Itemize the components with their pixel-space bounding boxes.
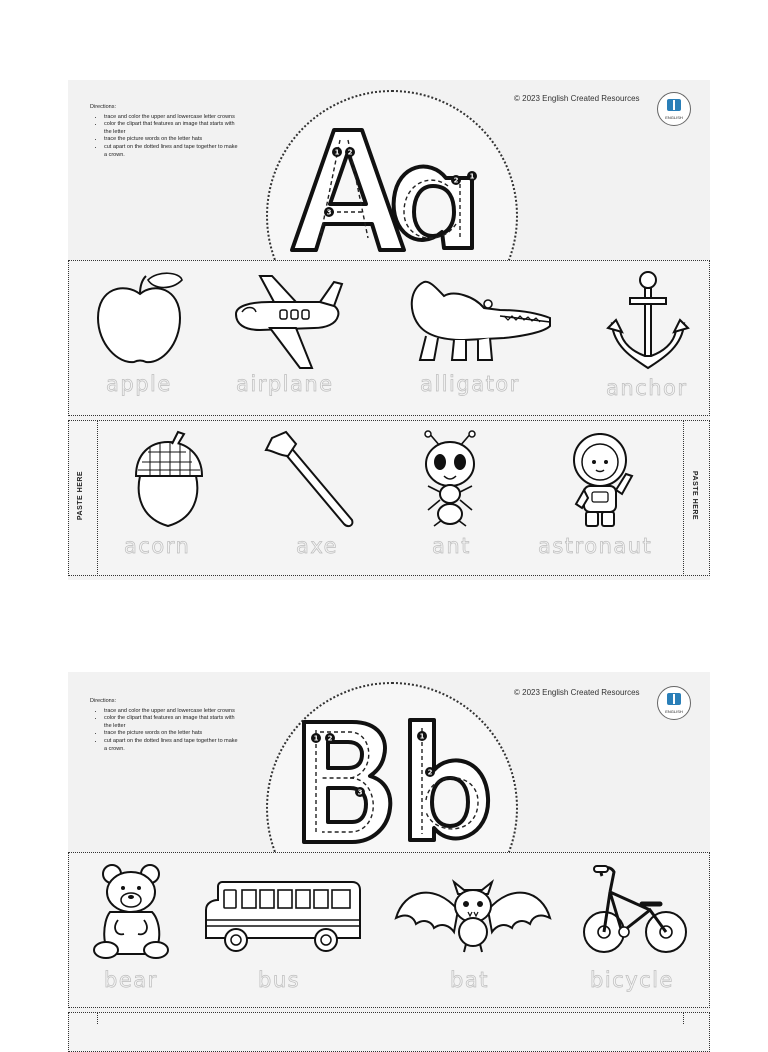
logo-text: ENGLISH <box>665 709 683 714</box>
direction-item: • cut apart on the dotted lines and tape together to make a crown. <box>104 738 240 753</box>
bear-icon <box>90 862 172 960</box>
ant-icon <box>418 430 482 528</box>
trace-word: astronaut <box>538 534 653 558</box>
anchor-icon <box>606 268 690 372</box>
stroke-number: 3 <box>357 788 363 797</box>
paste-here-label: PASTE HERE <box>77 470 85 521</box>
apple-icon <box>94 272 186 368</box>
direction-item: • cut apart on the dotted lines and tape together to make a crown. <box>104 144 240 159</box>
trace-word: alligator <box>420 372 520 396</box>
airplane-icon <box>230 272 342 368</box>
direction-item: • trace the picture words on the letter hats <box>104 730 240 738</box>
bicycle-icon <box>580 862 690 956</box>
directions-b <box>90 698 240 753</box>
stroke-number: 2 <box>453 176 459 185</box>
trace-word: bus <box>258 968 301 992</box>
bus-icon <box>202 876 362 956</box>
direction-item: • trace and color the upper and lowercase letter crowns <box>104 708 240 716</box>
stroke-number: 3 <box>326 208 332 217</box>
trace-word: bat <box>450 968 489 992</box>
paste-divider <box>683 420 684 576</box>
copyright-text: © 2023 English Created Resources <box>514 94 640 103</box>
acorn-icon <box>126 432 210 528</box>
trace-word: apple <box>106 372 172 396</box>
direction-item: • color the clipart that features an image that starts with the letter <box>104 715 240 730</box>
stroke-number: 1 <box>313 734 319 743</box>
book-icon <box>667 693 681 705</box>
stroke-number: 2 <box>427 768 433 777</box>
trace-word: ant <box>432 534 471 558</box>
paste-here-label: PASTE HERE <box>691 470 699 521</box>
trace-word: axe <box>296 534 339 558</box>
trace-word: acorn <box>124 534 191 558</box>
logo-text: ENGLISH <box>665 115 683 120</box>
crown-band-bottom-b <box>68 1012 710 1052</box>
direction-item: • trace the picture words on the letter hats <box>104 136 240 144</box>
stroke-number: 2 <box>347 148 353 157</box>
publisher-logo <box>657 686 691 720</box>
paste-divider <box>683 1012 684 1024</box>
publisher-logo <box>657 92 691 126</box>
directions-title: Directions: <box>90 104 116 110</box>
book-icon <box>667 99 681 111</box>
tracing-letters-b <box>300 716 500 852</box>
stroke-number: 1 <box>419 732 425 741</box>
stroke-number: 1 <box>334 148 340 157</box>
directions-title: Directions: <box>90 698 116 704</box>
direction-item: • color the clipart that features an image that starts with the letter <box>104 121 240 136</box>
tracing-letters-a <box>290 124 490 260</box>
trace-word: bicycle <box>590 968 674 992</box>
paste-divider <box>97 420 98 576</box>
bat-icon <box>394 880 552 952</box>
copyright-text: © 2023 English Created Resources <box>514 688 640 697</box>
direction-item: • trace and color the upper and lowercase letter crowns <box>104 114 240 122</box>
astronaut-icon <box>560 430 640 528</box>
directions-a <box>90 104 240 159</box>
paste-divider <box>97 1012 98 1024</box>
trace-word: bear <box>104 968 158 992</box>
stroke-number: 1 <box>469 172 475 181</box>
trace-word: anchor <box>606 376 688 400</box>
alligator-icon <box>404 276 552 364</box>
axe-icon <box>262 430 362 528</box>
stroke-number: 2 <box>327 734 333 743</box>
trace-word: airplane <box>236 372 334 396</box>
